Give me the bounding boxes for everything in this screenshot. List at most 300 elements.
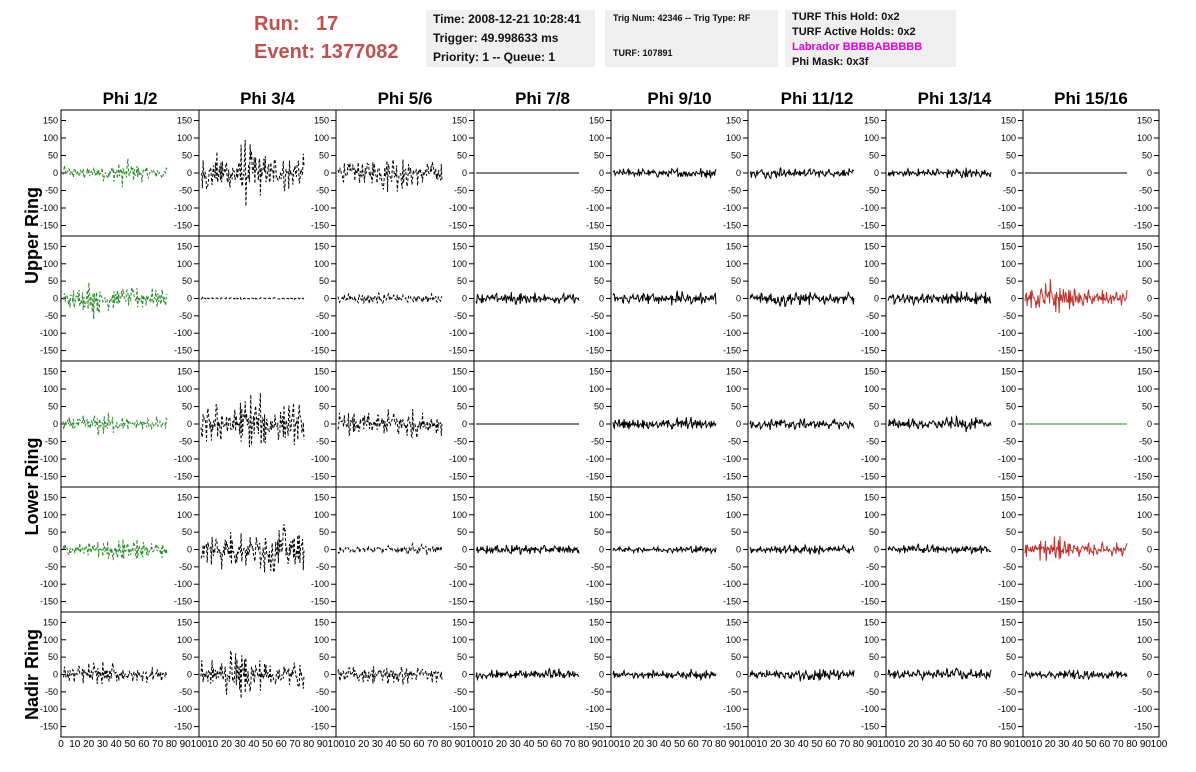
y-tick-label-left: -150	[39, 596, 58, 607]
x-tick-label: 10	[619, 739, 631, 750]
y-tick-label: 100	[451, 258, 467, 269]
x-tick-label: 100	[1150, 739, 1168, 750]
y-tick-label: 50	[593, 652, 604, 663]
waveform-trace	[201, 651, 304, 699]
y-tick-label: -150	[860, 721, 879, 732]
waveform-trace	[888, 544, 991, 554]
y-tick-label: 50	[318, 150, 329, 161]
y-tick-label: 150	[588, 115, 604, 126]
y-tick-label: 0	[598, 293, 604, 304]
waveform-trace	[750, 545, 854, 554]
y-tick-label: 100	[176, 634, 192, 645]
y-tick-label: -100	[997, 454, 1016, 464]
y-tick-label: -50	[865, 310, 879, 321]
y-tick-label: -150	[997, 471, 1016, 482]
y-tick-label-left: 0	[52, 544, 58, 555]
y-tick-label: 50	[456, 150, 467, 161]
y-tick-label-left: -150	[39, 345, 58, 356]
x-tick-label: 70	[289, 739, 301, 750]
y-tick-label: 150	[1000, 617, 1016, 628]
y-tick-label-left: -100	[39, 454, 58, 464]
x-tick-label: 70	[839, 739, 851, 750]
y-tick-label: 100	[1000, 384, 1016, 394]
y-tick-label: 100	[863, 384, 879, 394]
y-tick-label: 50	[593, 527, 604, 538]
y-tick-label-left: -100	[39, 328, 58, 339]
x-tick-label: 20	[220, 739, 232, 750]
y-tick-label: 50	[456, 652, 467, 663]
y-tick-label: 150	[176, 241, 192, 252]
y-tick-label: -150	[722, 596, 741, 607]
y-tick-label: -150	[448, 721, 467, 732]
y-tick-label: 0	[323, 544, 329, 555]
y-tick-label: 100	[1000, 509, 1016, 520]
y-tick-label: 0	[873, 419, 879, 429]
y-tick-label: 150	[176, 115, 192, 126]
x-tick-label: 100	[877, 739, 895, 750]
x-tick-label: 10	[69, 739, 81, 750]
y-tick-label: -100	[448, 454, 467, 464]
y-tick-label: 150	[588, 241, 604, 252]
y-tick-label: -50	[590, 436, 604, 447]
waveform-trace	[63, 283, 167, 320]
y-tick-label: 0	[323, 293, 329, 304]
y-tick-label: 0	[598, 168, 604, 178]
y-tick-label: 150	[1136, 366, 1152, 377]
y-tick-label: -150	[860, 471, 879, 482]
y-tick-label: -150	[1133, 471, 1152, 482]
y-tick-label: 150	[451, 115, 467, 126]
column-header: Phi 1/2	[102, 89, 158, 108]
y-tick-label: 0	[1146, 293, 1152, 304]
y-tick-label: 0	[1010, 168, 1016, 178]
y-tick-label: 150	[1000, 241, 1016, 252]
y-tick-label: 50	[730, 276, 741, 287]
panel-frame	[199, 487, 336, 612]
y-tick-label: 50	[456, 276, 467, 287]
y-tick-label: 100	[313, 509, 329, 520]
y-tick-label: -50	[1138, 561, 1152, 572]
y-tick-label: -150	[310, 596, 329, 607]
y-tick-label: 100	[725, 509, 741, 520]
y-tick-label: 50	[868, 401, 879, 412]
x-tick-label: 80	[440, 739, 452, 750]
y-tick-label: -150	[448, 596, 467, 607]
y-tick-label: 0	[323, 669, 329, 680]
y-tick-label: -50	[865, 686, 879, 697]
y-tick-label: 100	[313, 258, 329, 269]
y-tick-label: -150	[173, 471, 192, 482]
column-header: Phi 3/4	[240, 89, 295, 108]
y-tick-label: 0	[186, 293, 192, 304]
y-tick-label-left: 150	[42, 241, 58, 252]
y-tick-label: -100	[448, 203, 467, 213]
y-tick-label-left: 50	[47, 276, 58, 287]
x-tick-label: 60	[138, 739, 150, 750]
y-tick-label: -50	[453, 561, 467, 572]
y-tick-label: -50	[1002, 185, 1016, 196]
y-tick-label: -50	[315, 561, 329, 572]
y-tick-label: -150	[173, 220, 192, 231]
y-tick-label: -150	[722, 345, 741, 356]
y-tick-label: -150	[585, 220, 604, 231]
x-tick-label: 10	[756, 739, 768, 750]
y-tick-label: -100	[997, 328, 1016, 339]
y-tick-label: 100	[1136, 634, 1152, 645]
y-tick-label: 50	[456, 527, 467, 538]
column-header: Phi 11/12	[780, 89, 854, 108]
y-tick-label: 50	[1141, 276, 1152, 287]
y-tick-label: 50	[1005, 150, 1016, 161]
x-tick-label: 100	[465, 739, 483, 750]
y-tick-label-left: 150	[42, 115, 58, 126]
y-tick-label: -150	[585, 471, 604, 482]
y-tick-label: 150	[313, 241, 329, 252]
x-tick-label: 50	[399, 739, 411, 750]
y-tick-label: -50	[590, 561, 604, 572]
y-tick-label: 100	[1136, 258, 1152, 269]
y-tick-label: -100	[997, 579, 1016, 590]
x-tick-label: 60	[550, 739, 562, 750]
waveform-trace	[613, 168, 716, 178]
y-tick-label: 150	[313, 492, 329, 503]
y-tick-label: 0	[461, 293, 467, 304]
y-tick-label: -50	[1138, 436, 1152, 447]
y-tick-label: 50	[730, 401, 741, 412]
x-tick-label: 20	[770, 739, 782, 750]
row-label: Lower Ring	[22, 437, 42, 536]
y-tick-label: 150	[1136, 492, 1152, 503]
x-tick-label: 50	[673, 739, 686, 750]
y-tick-label: -150	[448, 471, 467, 482]
y-tick-label: -50	[727, 686, 741, 697]
y-tick-label: 150	[313, 115, 329, 126]
x-tick-label: 70	[701, 739, 713, 750]
waveform-trace	[888, 668, 991, 680]
waveform-trace	[1025, 536, 1127, 561]
y-tick-label: -150	[860, 596, 879, 607]
y-tick-label: -50	[315, 310, 329, 321]
y-tick-label: -100	[997, 203, 1016, 213]
y-tick-label: -100	[1133, 203, 1152, 213]
y-tick-label: 150	[863, 492, 879, 503]
y-tick-label-left: -150	[39, 721, 58, 732]
y-tick-label: 150	[313, 366, 329, 377]
x-tick-label: 80	[165, 739, 177, 750]
y-tick-label-left: -50	[44, 436, 58, 447]
y-tick-label: 150	[725, 115, 741, 126]
y-tick-label: 150	[863, 115, 879, 126]
y-tick-label-left: -50	[44, 686, 58, 697]
y-tick-label: 50	[1005, 276, 1016, 287]
y-tick-label: 50	[1141, 652, 1152, 663]
y-tick-label: -100	[173, 328, 192, 339]
y-tick-label: 150	[451, 617, 467, 628]
waveform-trace	[613, 417, 716, 429]
x-tick-label: 40	[660, 739, 672, 750]
x-tick-label: 90	[316, 739, 328, 750]
waveform-trace	[750, 168, 854, 179]
y-tick-label: 0	[873, 293, 879, 304]
waveform-trace	[338, 160, 442, 193]
y-tick-label: 150	[588, 366, 604, 377]
x-tick-label: 20	[358, 739, 370, 750]
y-tick-label: 0	[186, 669, 192, 680]
y-tick-label: 0	[461, 544, 467, 555]
y-tick-label: -50	[1002, 561, 1016, 572]
y-tick-label: -100	[448, 328, 467, 339]
x-tick-label: 90	[728, 739, 740, 750]
x-tick-label: 30	[783, 739, 795, 750]
waveform-trace	[750, 292, 854, 307]
y-tick-label: 50	[868, 276, 879, 287]
y-tick-label: 50	[593, 276, 604, 287]
y-tick-label: -50	[453, 686, 467, 697]
y-tick-label: -50	[727, 436, 741, 447]
y-tick-label: -50	[1002, 686, 1016, 697]
y-tick-label: 0	[1146, 419, 1152, 429]
y-tick-label: -50	[865, 185, 879, 196]
waveform-trace	[888, 291, 991, 304]
y-tick-label: 100	[725, 133, 741, 143]
y-tick-label: 50	[730, 527, 741, 538]
y-tick-label: 50	[1141, 401, 1152, 412]
x-tick-label: 50	[1085, 739, 1097, 750]
y-tick-label: 100	[451, 133, 467, 143]
y-tick-label: 150	[725, 241, 741, 252]
y-tick-label-left: 150	[42, 617, 58, 628]
y-tick-label-left: 50	[47, 401, 58, 412]
y-tick-label: -50	[727, 310, 741, 321]
y-tick-label: -50	[453, 185, 467, 196]
y-tick-label: 50	[318, 652, 329, 663]
trigger-text: Trigger: 49.998633 ms	[433, 31, 559, 45]
y-tick-label: -100	[860, 704, 879, 715]
y-tick-label: -50	[315, 436, 329, 447]
x-tick-label: 80	[303, 739, 315, 750]
row-label: Upper Ring	[22, 187, 42, 284]
y-tick-label: -150	[585, 721, 604, 732]
y-tick-label: -50	[590, 185, 604, 196]
y-tick-label: -150	[997, 345, 1016, 356]
panel-frame	[199, 236, 336, 361]
y-tick-label: -100	[722, 704, 741, 715]
y-tick-label: -150	[310, 721, 329, 732]
waveform-trace	[63, 539, 167, 560]
waveform-trace	[201, 297, 304, 299]
y-tick-label: -150	[997, 220, 1016, 231]
y-tick-label: -100	[997, 704, 1016, 715]
x-tick-label: 30	[96, 739, 108, 750]
y-tick-label: 150	[725, 617, 741, 628]
x-tick-label: 40	[248, 739, 260, 750]
y-tick-label: -100	[310, 579, 329, 590]
y-tick-label: 0	[735, 669, 741, 680]
x-tick-label: 80	[990, 739, 1002, 750]
y-tick-label: -100	[310, 203, 329, 213]
y-tick-label: 100	[313, 634, 329, 645]
y-tick-label: -50	[453, 436, 467, 447]
x-tick-label: 70	[152, 739, 164, 750]
y-tick-label: -100	[585, 704, 604, 715]
y-tick-label: 100	[451, 634, 467, 645]
y-tick-label: -100	[585, 203, 604, 213]
x-tick-label: 100	[602, 739, 620, 750]
y-tick-label-left: 50	[47, 652, 58, 663]
y-tick-label: 50	[181, 276, 192, 287]
y-tick-label: -100	[1133, 328, 1152, 339]
y-tick-label: 0	[461, 419, 467, 429]
x-tick-label: 90	[866, 739, 878, 750]
y-tick-label: -50	[865, 436, 879, 447]
y-tick-label: -150	[722, 721, 741, 732]
priority-text: Priority: 1 -- Queue: 1	[433, 50, 556, 64]
y-tick-label: 0	[735, 293, 741, 304]
y-tick-label: 150	[451, 492, 467, 503]
y-tick-label: 0	[461, 669, 467, 680]
y-tick-label: -100	[722, 328, 741, 339]
y-tick-label-left: -150	[39, 471, 58, 482]
x-tick-label: 80	[1126, 739, 1138, 750]
x-tick-label: 90	[454, 739, 466, 750]
waveform-trace	[201, 524, 304, 572]
panel-frame	[336, 487, 474, 612]
y-tick-label: 50	[181, 527, 192, 538]
y-tick-label: 150	[176, 617, 192, 628]
y-tick-label: 0	[735, 168, 741, 178]
waveform-trace	[63, 662, 167, 685]
x-tick-label: 60	[962, 739, 974, 750]
y-tick-label: -100	[1133, 579, 1152, 590]
waveform-trace	[201, 140, 304, 206]
y-tick-label: 0	[323, 168, 329, 178]
y-tick-label: 100	[313, 384, 329, 394]
y-tick-label: 50	[318, 527, 329, 538]
x-tick-label: 20	[1044, 739, 1056, 750]
y-tick-label: 100	[1136, 384, 1152, 394]
y-tick-label: -100	[1133, 454, 1152, 464]
y-tick-label: -50	[315, 686, 329, 697]
y-tick-label-left: 0	[52, 168, 58, 178]
y-tick-label-left: -100	[39, 579, 58, 590]
y-tick-label: -50	[1138, 185, 1152, 196]
y-tick-label: 100	[588, 258, 604, 269]
y-tick-label: -50	[315, 185, 329, 196]
y-tick-label-left: 50	[47, 150, 58, 161]
y-tick-label: 100	[1136, 509, 1152, 520]
y-tick-label: 0	[598, 669, 604, 680]
y-tick-label: 100	[725, 384, 741, 394]
y-tick-label-left: 150	[42, 366, 58, 377]
x-tick-label: 100	[739, 739, 757, 750]
y-tick-label: 100	[588, 384, 604, 394]
y-tick-label: -150	[860, 220, 879, 231]
y-tick-label: 0	[1146, 669, 1152, 680]
y-tick-label: 100	[725, 258, 741, 269]
waveform-trace	[1025, 279, 1127, 313]
column-header: Phi 13/14	[917, 89, 992, 108]
y-tick-label: 100	[176, 258, 192, 269]
y-tick-label: -150	[722, 220, 741, 231]
x-tick-label: 40	[523, 739, 535, 750]
x-tick-label: 10	[894, 739, 906, 750]
y-tick-label: -150	[997, 596, 1016, 607]
y-tick-label-left: 100	[42, 509, 58, 520]
y-tick-label: -100	[310, 454, 329, 464]
turf-text: TURF: 107891	[613, 48, 673, 58]
y-tick-label: -150	[1133, 345, 1152, 356]
run-label: Run:	[254, 13, 300, 35]
column-header: Phi 5/6	[377, 89, 433, 108]
waveform-trace	[613, 669, 716, 680]
y-tick-label: 150	[313, 617, 329, 628]
y-tick-label: -150	[310, 220, 329, 231]
y-tick-label-left: 50	[47, 527, 58, 538]
x-tick-label: 40	[1071, 739, 1083, 750]
y-tick-label: 100	[1000, 634, 1016, 645]
y-tick-label: -150	[585, 345, 604, 356]
y-tick-label: 100	[1000, 258, 1016, 269]
y-tick-label-left: -50	[44, 185, 58, 196]
y-tick-label: 150	[863, 617, 879, 628]
y-tick-label: 50	[456, 401, 467, 412]
waveform-trace	[476, 292, 579, 304]
y-tick-label: -100	[860, 203, 879, 213]
panel-frame	[336, 361, 474, 487]
y-tick-label: -100	[448, 704, 467, 715]
y-tick-label: 150	[863, 241, 879, 252]
y-tick-label: -100	[448, 579, 467, 590]
y-tick-label: 0	[873, 544, 879, 555]
x-tick-label: 20	[495, 739, 507, 750]
y-tick-label: -100	[173, 704, 192, 715]
y-tick-label: 0	[461, 168, 467, 178]
y-tick-label: 100	[588, 509, 604, 520]
y-tick-label: -100	[860, 328, 879, 339]
y-tick-label: 0	[873, 669, 879, 680]
x-tick-label: 30	[371, 739, 383, 750]
y-tick-label: 150	[725, 366, 741, 377]
x-tick-label: 10	[344, 739, 356, 750]
y-tick-label: 100	[588, 634, 604, 645]
panel-frame	[61, 236, 199, 361]
y-tick-label: 100	[725, 634, 741, 645]
y-tick-label-left: -100	[39, 203, 58, 213]
x-tick-label: 70	[1112, 739, 1124, 750]
y-tick-label: 50	[1005, 527, 1016, 538]
y-tick-label: -50	[178, 185, 192, 196]
trig-num-text: Trig Num: 42346 -- Trig Type: RF	[613, 13, 751, 23]
y-tick-label: -100	[310, 328, 329, 339]
y-tick-label: -50	[178, 686, 192, 697]
y-tick-label: 0	[186, 168, 192, 178]
y-tick-label: -150	[448, 345, 467, 356]
waveform-trace	[750, 419, 854, 431]
waveform-trace	[888, 416, 991, 432]
y-tick-label: 150	[451, 241, 467, 252]
x-tick-label: 30	[234, 739, 246, 750]
y-tick-label: 50	[868, 652, 879, 663]
waveform-trace	[750, 669, 854, 681]
panel-frame	[61, 361, 199, 487]
y-tick-label: 50	[868, 527, 879, 538]
y-tick-label: 150	[1000, 366, 1016, 377]
x-tick-label: 60	[413, 739, 425, 750]
y-tick-label: 150	[588, 492, 604, 503]
x-tick-label: 10	[482, 739, 494, 750]
y-tick-label: -150	[860, 345, 879, 356]
y-tick-label: -100	[310, 704, 329, 715]
